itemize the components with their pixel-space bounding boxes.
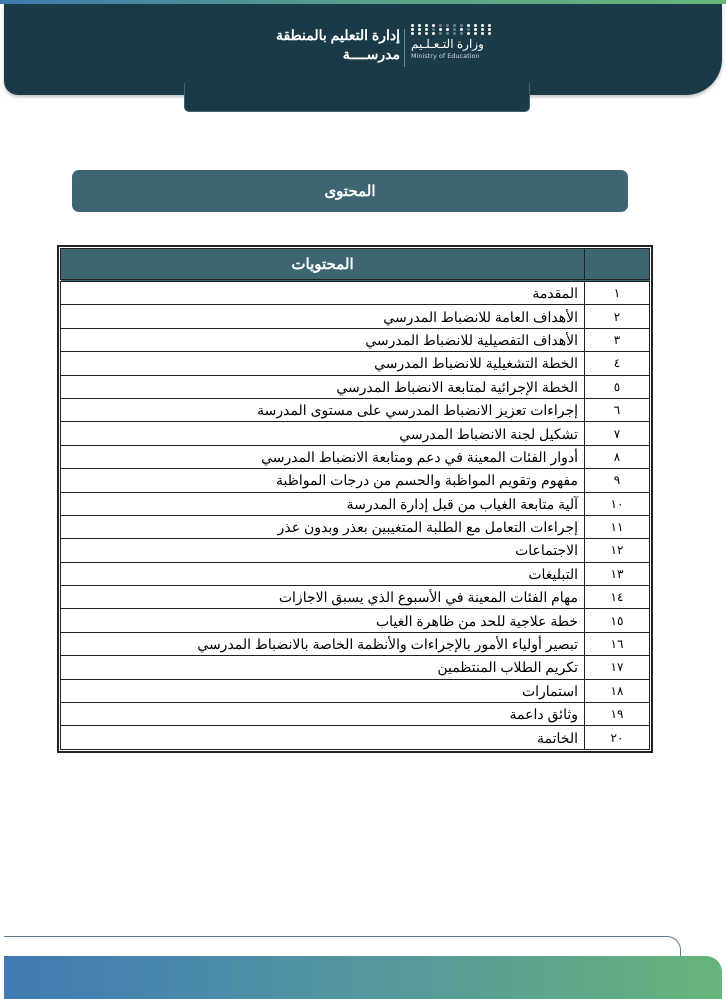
row-title: وثائق داعمة (61, 703, 585, 726)
table-row (61, 703, 650, 726)
row-number: ٥ (585, 375, 650, 398)
logo-dots-icon (411, 24, 503, 35)
logo-dot (446, 28, 449, 31)
row-number: ٦ (585, 398, 650, 421)
table-row (61, 469, 650, 492)
logo-dot (460, 28, 463, 31)
row-title: الخاتمة (61, 726, 585, 749)
section-title: المحتوى (72, 170, 628, 212)
header-divider (404, 29, 405, 67)
table-row (61, 281, 650, 305)
logo-dot (411, 24, 414, 27)
logo-dot (467, 28, 470, 31)
logo-dot (481, 28, 484, 31)
row-number: ١٠ (585, 492, 650, 515)
logo-english: Ministry of Education (411, 52, 480, 60)
logo-dot (411, 32, 414, 35)
row-title: المقدمة (61, 281, 585, 305)
logo-dot (488, 28, 491, 31)
header-text (276, 26, 400, 64)
logo-dot (474, 28, 477, 31)
logo-dot (425, 32, 428, 35)
logo-dot (439, 24, 442, 27)
row-title: الخطة التشغيلية للانضباط المدرسي (61, 352, 585, 375)
table-row (61, 679, 650, 702)
column-header-number (585, 249, 650, 281)
row-number: ١٨ (585, 679, 650, 702)
table-row (61, 328, 650, 351)
row-number: ٣ (585, 328, 650, 351)
table-row (61, 726, 650, 749)
row-title: آلية متابعة الغياب من قبل إدارة المدرسة (61, 492, 585, 515)
row-number: ١٧ (585, 656, 650, 679)
logo-dot (453, 24, 456, 27)
logo-dot (474, 32, 477, 35)
table-row (61, 492, 650, 515)
logo-dot (481, 24, 484, 27)
row-number: ٧ (585, 422, 650, 445)
logo-dot (481, 32, 484, 35)
row-number: ٨ (585, 445, 650, 468)
row-title: تشكيل لجنة الانضباط المدرسي (61, 422, 585, 445)
header-department: إدارة التعليم بالمنطقة (275, 27, 400, 43)
logo-dot (439, 32, 442, 35)
row-title: مفهوم وتقويم المواظبة والحسم من درجات المواظبة (61, 469, 585, 492)
row-title: مهام الفئات المعينة في الأسبوع الذي يسبق الاجازات (61, 586, 585, 609)
table-row (61, 562, 650, 585)
logo-dot (488, 32, 491, 35)
page-footer (4, 956, 722, 999)
logo-dot (446, 24, 449, 27)
logo-dot (439, 28, 442, 31)
table-row (61, 515, 650, 538)
table-row (61, 305, 650, 328)
row-title: التبليغات (61, 562, 585, 585)
row-title: الأهداف التفصيلية للانضباط المدرسي (61, 328, 585, 351)
row-title: إجراءات تعزيز الانضباط المدرسي على مستوى المدرسة (61, 398, 585, 421)
logo-dot (453, 32, 456, 35)
row-title: أدوار الفئات المعينة في دعم ومتابعة الانضباط المدرسي (61, 445, 585, 468)
logo-dot (474, 24, 477, 27)
table-row (61, 539, 650, 562)
row-number: ١٣ (585, 562, 650, 585)
logo-dot (488, 24, 491, 27)
row-title: استمارات (61, 679, 585, 702)
logo-dot (411, 28, 414, 31)
table-row (61, 609, 650, 632)
table-header-row (61, 249, 650, 281)
row-title: خطة علاجية للحد من ظاهرة الغياب (61, 609, 585, 632)
table-row (61, 445, 650, 468)
row-title: الخطة الإجرائية لمتابعة الانضباط المدرسي (61, 375, 585, 398)
row-number: ١٥ (585, 609, 650, 632)
contents-table (57, 245, 653, 753)
row-number: ١٤ (585, 586, 650, 609)
logo-dot (418, 32, 421, 35)
row-title: تكريم الطلاب المنتظمين (61, 656, 585, 679)
row-number: ١ (585, 281, 650, 305)
logo-dot (467, 32, 470, 35)
column-header-contents: المحتويات (61, 249, 585, 281)
logo-dot (460, 32, 463, 35)
logo-dot (418, 28, 421, 31)
row-number: ٢٠ (585, 726, 650, 749)
logo-dot (425, 24, 428, 27)
logo-arabic: وزارة التـعـلـيم (411, 37, 484, 51)
table-row (61, 375, 650, 398)
row-title: تبصير أولياء الأمور بالإجراءات والأنظمة الخاصة بالانضباط المدرسي (61, 632, 585, 655)
table-row (61, 398, 650, 421)
logo-dot (446, 32, 449, 35)
logo-dot (418, 24, 421, 27)
row-title: إجراءات التعامل مع الطلبة المتغيبين بعذر وبدون عذر (61, 515, 585, 538)
row-number: ١٩ (585, 703, 650, 726)
ministry-logo (411, 24, 503, 60)
header-school: مدرســــة (342, 46, 400, 62)
logo-dot (432, 24, 435, 27)
logo-dot (453, 28, 456, 31)
row-number: ٩ (585, 469, 650, 492)
table-row (61, 352, 650, 375)
row-title: الأهداف العامة للانضباط المدرسي (61, 305, 585, 328)
row-number: ١١ (585, 515, 650, 538)
row-number: ١٦ (585, 632, 650, 655)
logo-dot (460, 24, 463, 27)
header-tab (184, 83, 530, 112)
table-row (61, 632, 650, 655)
logo-dot (432, 28, 435, 31)
row-number: ٢ (585, 305, 650, 328)
logo-dot (467, 24, 470, 27)
row-number: ٤ (585, 352, 650, 375)
logo-dot (425, 28, 428, 31)
row-number: ١٢ (585, 539, 650, 562)
table-row (61, 656, 650, 679)
logo-dot (432, 32, 435, 35)
table-row (61, 586, 650, 609)
table-row (61, 422, 650, 445)
row-title: الاجتماعات (61, 539, 585, 562)
